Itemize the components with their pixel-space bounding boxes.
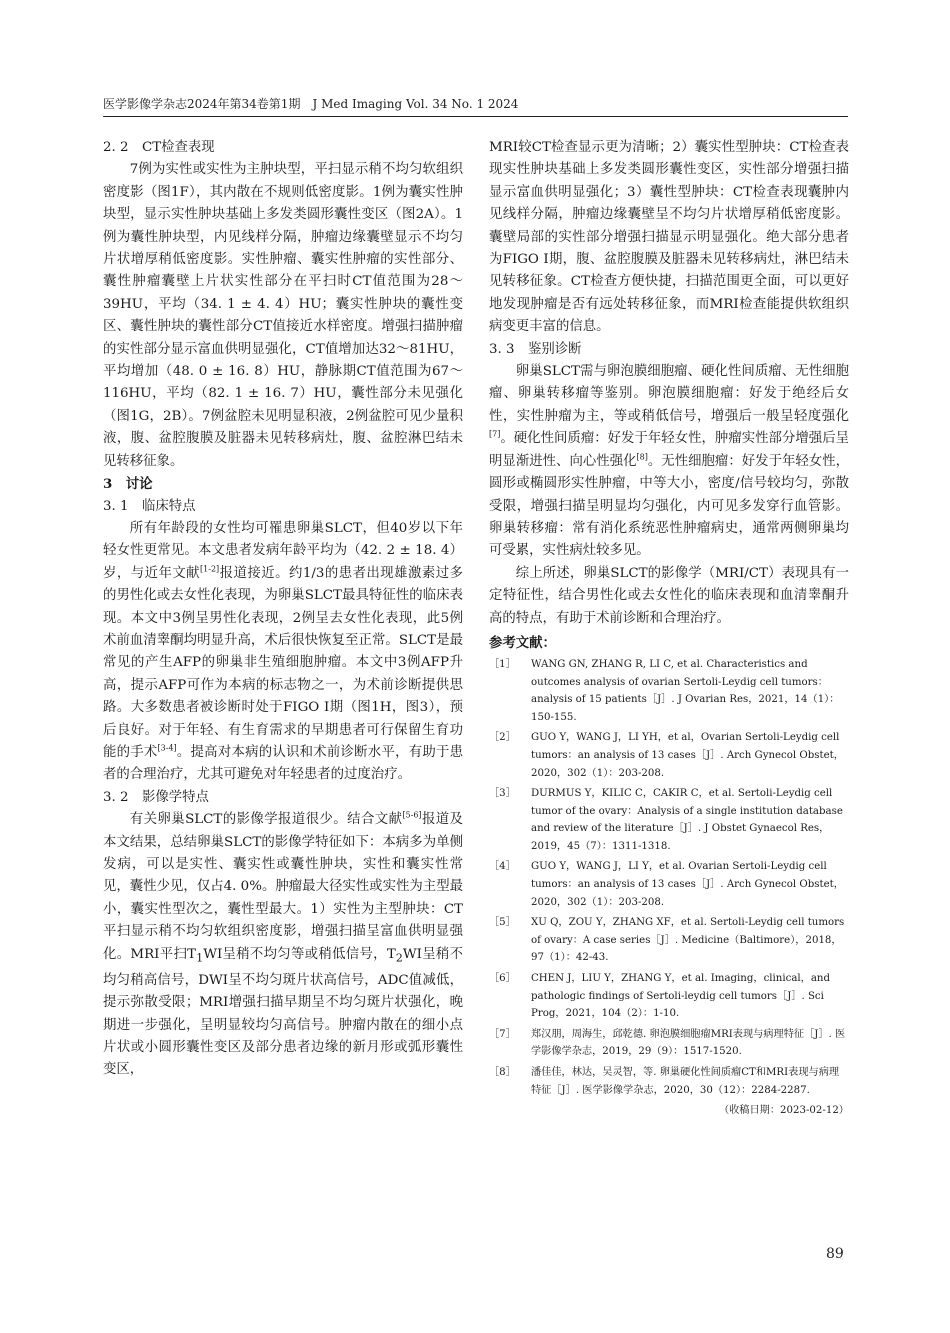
right-column <box>489 137 849 1119</box>
section-3-2-title: 3. 2 影像学特点 <box>103 789 209 805</box>
citation: [7] <box>489 429 501 439</box>
reference-item: ［5］ XU Q，ZOU Y，ZHANG XF，et al. Sertoli-Leydig cell tumors of ovary：A case series［J］. Medicine（Baltimore），2018，97（1）：42-43. <box>489 917 845 964</box>
section-3-1-title: 3. 1 临床特点 <box>103 498 196 514</box>
reference-item: ［6］ CHEN J，LIU Y，ZHANG Y，et al. Imaging，clinical，and pathologic findings of Sertoli-leydig cell tumors［J］. Sci Prog，2021，104（2）：1-10. <box>489 973 830 1020</box>
received-date: （收稿日期：2023-02-12） <box>718 1105 849 1117</box>
running-header: 医学影像学杂志2024年第34卷第1期 J Med Imaging Vol. 34 No. 1 2024 <box>103 96 848 117</box>
section-3-2-paragraph: 有关卵巢SLCT的影像学报道很少。结合文献[5-6]报道及本文结果，总结卵巢SLCT的影像学特征如下：本病多为单侧发病，可以是实性、囊实性或囊性肿块，实性和囊实性常见，囊性少见，仅占4. 0%。肿瘤最大径实性或实性为主型最小，囊实性型次之，囊性型最大。1）实性为主型肿块：CT平扫显示稍不均匀软组织密度影，增强扫描呈富血供明显强化。MRI平扫$T_1WI$呈稍不均匀等或稍低信号，$T_2WI$呈稍不均匀稍高信号，DWI呈不均匀斑片状高信号，ADC值减低，提示弥散受限；MRI增强扫描早期呈不均匀斑片状强化，晚期进一步强化，呈明显较均匀高信号。肿瘤内散在的细小点片状或小圆形囊性变区及部分患者边缘的新月形或弧形囊性变区， <box>103 810 464 1078</box>
section-3-3-title: 3. 3 鉴别诊断 <box>489 341 582 357</box>
page-number: 89 <box>826 1246 844 1262</box>
section-2-2-paragraph: 7例为实性或实性为主肿块型，平扫显示稍不均匀软组织密度影（图1F），其内散在不规则低密度影。1例为囊实性肿块型，显示实性肿块基础上多发类圆形囊性变区（图2A）。1例为囊性肿块型，内见线样分隔，肿瘤边缘囊壁显示不均匀片状增厚稍低密度影。实性肿瘤、囊实性肿瘤的实性部分、囊性肿瘤囊壁上片状实性部分在平扫时CT值范围为28～39HU，平均（34. 1 ± 4. 4）HU；囊实性肿块的囊性变区、囊性肿块的囊性部分CT值接近水样密度。增强扫描肿瘤的实性部分显示富血供明显强化，CT值增加达32～81HU，平均增加（48. 0 ± 16. 8）HU，静脉期CT值范围为67～116HU，平均（82. 1 ± 16. 7）HU，囊性部分未见强化（图1G，2B）。7例盆腔未见明显积液，2例盆腔可见少量积液，腹、盆腔腹膜及脏器未见转移病灶，腹、盆腔淋巴结未见转移征象。 <box>103 162 463 469</box>
citation: [1-2] <box>200 564 220 574</box>
section-3-title: 3 讨论 <box>103 476 153 493</box>
left-column <box>103 137 463 1082</box>
reference-item: ［4］ GUO Y，WANG J，LI Y，et al. Ovarian Sertoli-Leydig cell tumors：an analysis of 13 cases［J］. Arch Gynecol Obstet，2020，302（1）：203-208. <box>489 861 844 908</box>
citation: [3-4] <box>157 743 177 753</box>
reference-list <box>489 656 849 1099</box>
section-3-3-paragraph: 卵巢SLCT需与卵泡膜细胞瘤、硬化性间质瘤、无性细胞瘤、卵巢转移瘤等鉴别。卵泡膜细胞瘤：好发于绝经后女性，实性肿瘤为主，等或稍低信号，增强后一般呈轻度强化[7]。硬化性间质瘤：好发于年轻女性，肿瘤实性部分增强后呈明显渐进性、向心性强化[8]。无性细胞瘤：好发于年轻女性，圆形或椭圆形实性肿瘤，中等大小，密度/信号较均匀，弥散受限，增强扫描呈明显均匀强化，内可见多发穿行血管影。卵巢转移瘤：常有消化系统恶性肿瘤病史，通常两侧卵巢均可受累，实性病灶较多见。 <box>489 364 850 559</box>
citation: [8] <box>636 452 648 462</box>
subscript: 1 <box>196 951 204 965</box>
citation: [5-6] <box>402 810 422 820</box>
reference-item: ［1］ WANG GN, ZHANG R, LI C, et al. Characteristics and outcomes analysis of ovarian Sertoli-Leydig cell tumors：analysis of 15 patients［J］. J Ovarian Res，2021，14（1）：150-155. <box>489 658 840 723</box>
reference-item: ［2］ GUO Y，WANG J，LI YH，et al，Ovarian Sertoli-Leydig cell tumors：an analysis of 13 cases［J］. Arch Gynecol Obstet，2020，302（1）：203-208. <box>489 732 844 779</box>
subscript: 2 <box>395 951 403 965</box>
section-3-1-paragraph: 所有年龄段的女性均可罹患卵巢SLCT，但40岁以下年轻女性更常见。本文患者发病年龄平均为（42. 2 ± 18. 4）岁，与近年文献[1-2]报道接近。约1/3的患者出现雄激素过多的男性化或去女性化表现，为卵巢SLCT最具特征性的临床表现。本文中3例呈男性化表现，2例呈去女性化表现，此5例术前血清睾酮均明显升高，术后很快恢复至正常。SLCT是最常见的产生AFP的卵巢非生殖细胞肿瘤。本文中3例AFP升高，提示AFP可作为本病的标志物之一，为术前诊断提供思路。大多数患者被诊断时处于FIGO Ⅰ期（图1H，图3），预后良好。对于年轻、有生育需求的早期患者可行保留生育功能的手术[3-4]。提高对本病的认识和术前诊断水平，有助于患者的合理治疗，尤其可避免对年轻患者的过度治疗。 <box>103 520 464 783</box>
reference-item: ［8］ 潘佳佳，林达，吴灵智，等. 卵巢硬化性间质瘤CT和MRI表现与病理特征［J］. 医学影像学杂志，2020，30（12）：2284-2287. <box>489 1067 840 1096</box>
section-2-2-title: 2. 2 CT检查表现 <box>103 140 215 155</box>
reference-item: ［7］ 郑汉朋，周海生，邱乾德. 卵泡膜细胞瘤MRI表现与病理特征［J］. 医学影像学杂志，2019，29（9）：1517-1520. <box>489 1028 846 1058</box>
conclusion-paragraph: 综上所述，卵巢SLCT的影像学（MRI/CT）表现具有一定特征性，结合男性化或去女性化的临床表现和血清睾酮升高的特点，有助于术前诊断和合理治疗。 <box>489 565 849 626</box>
reference-item: ［3］ DURMUS Y，KILIC C，CAKIR C，et al. Sertoli-Leydig cell tumor of the ovary：Analysis of a single institution database and review of the literature［J］. J Obstet Gynaecol Res，2019，45（7）：1311-1318. <box>489 788 843 852</box>
references-heading: 参考文献： <box>489 634 556 651</box>
section-3-2-continued: MRI较CT检查显示更为清晰；2）囊实性型肿块：CT检查表现实性肿块基础上多发类圆形囊性变区，实性部分增强扫描显示富血供明显强化；3）囊性型肿块：CT检查表现囊肿内见线样分隔，肿瘤边缘囊壁呈不均匀片状增厚稍低密度影。囊壁局部的实性部分增强扫描显示明显强化。绝大部分患者为FIGO Ⅰ期，腹、盆腔腹膜及脏器未见转移病灶，淋巴结未见转移征象。CT检查方便快捷，扫描范围更全面，可以更好地发现肿瘤是否有远处转移征象，而MRI检查能提供软组织病变更丰富的信息。 <box>489 140 849 335</box>
